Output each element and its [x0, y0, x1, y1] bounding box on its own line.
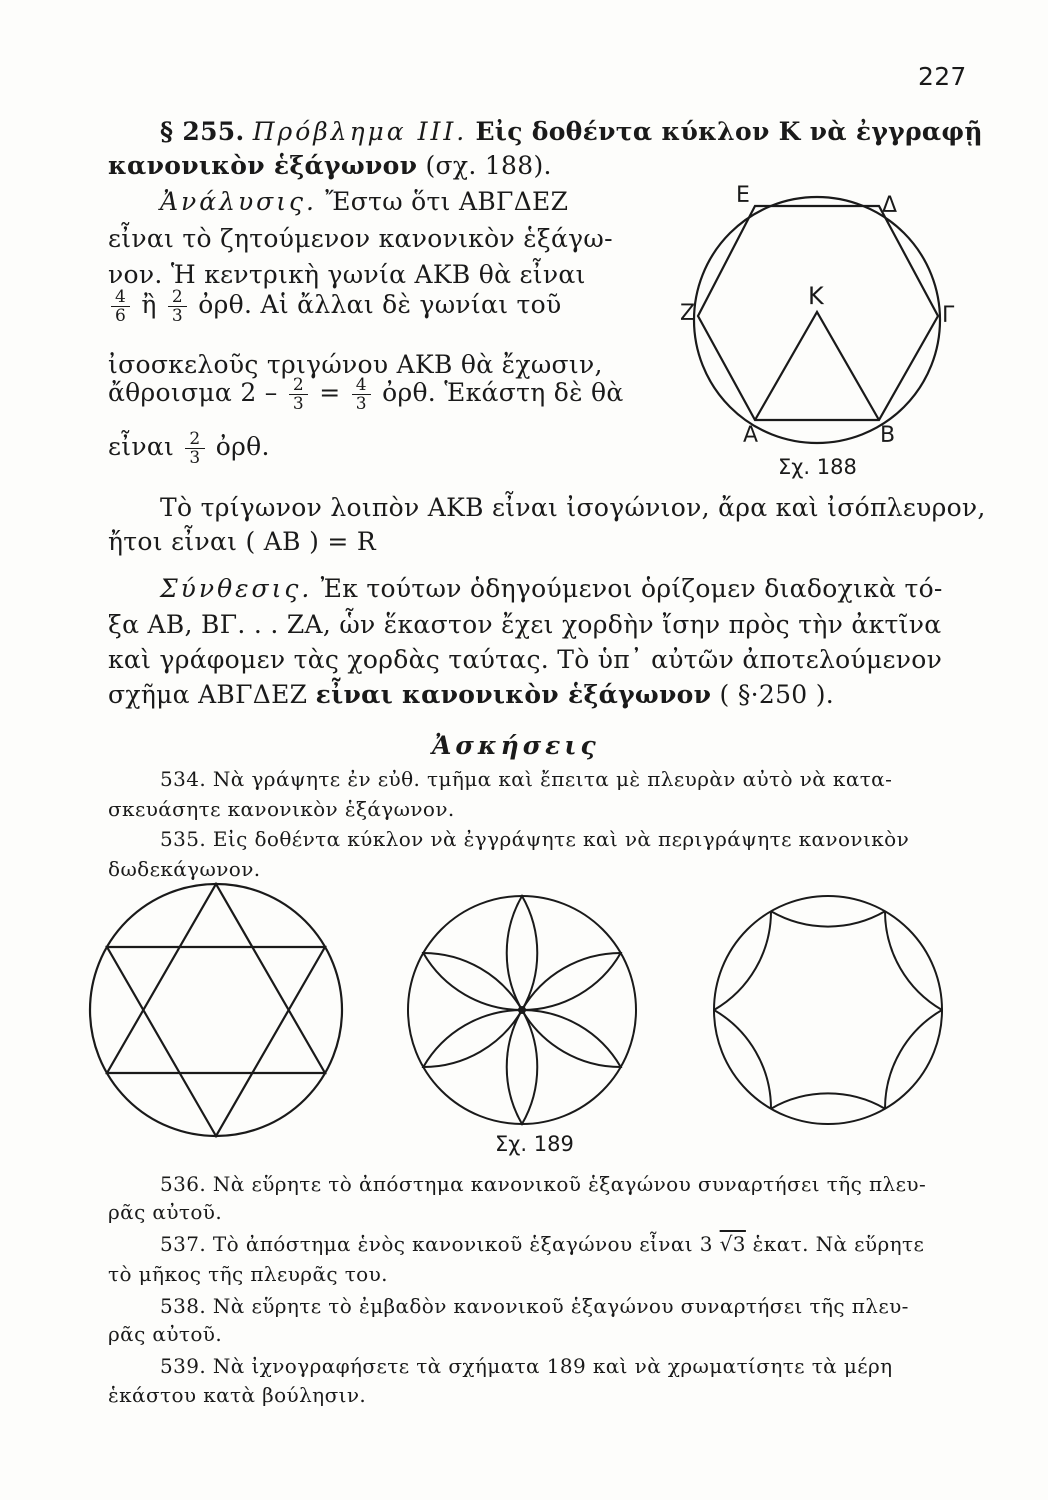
label-D: Δ	[882, 193, 898, 218]
fig189-circle-left	[90, 884, 342, 1136]
exercise-534-line1: 534. Νὰ γράψητε ἐν εὐθ. τμῆμα καὶ ἔπειτα μὲ πλευρὰν αὐτὸ νὰ κατα-	[160, 767, 893, 791]
label-A: Α	[743, 423, 759, 448]
exercises-heading: Ἀσκήσεις	[432, 731, 600, 760]
arc	[714, 911, 771, 1010]
arc	[885, 1010, 942, 1109]
analysis-label: Ἀνάλυσις.	[160, 187, 317, 216]
section-label: Πρόβλημα III.	[252, 117, 468, 146]
or-word: ἢ	[141, 290, 157, 319]
circle-k	[694, 197, 940, 443]
label-G: Γ	[942, 303, 955, 328]
exercise-539-line1: 539. Νὰ ἰχνογραφήσετε τὰ σχήματα 189 καὶ νὰ χρωματίσητε τὰ μέρη	[160, 1354, 893, 1378]
synthesis-line3: καὶ γράφομεν τὰς χορδὰς ταύτας. Τὸ ὑπ᾽ αὐτῶν ἀποτελούμενον	[108, 645, 943, 674]
hexagram-down-triangle	[107, 947, 325, 1136]
analysis-text: ὀρθ. Ἑκάστη δὲ θὰ	[382, 378, 624, 407]
analysis-line5: ἰσοσκελοῦς τριγώνου ΑΚΒ θὰ ἔχωσιν,	[108, 350, 603, 379]
synthesis-text: σχῆμα ΑΒΓΔΕΖ	[108, 680, 308, 709]
figure-189-caption: Σχ. 189	[495, 1132, 574, 1156]
figure-188	[680, 180, 970, 480]
synthesis-label: Σύνθεσις.	[160, 574, 313, 603]
synthesis-line1	[160, 574, 943, 603]
petal	[507, 896, 538, 1010]
petal	[507, 1010, 538, 1124]
arc-rosette-arcs	[714, 911, 942, 1108]
analysis-line4	[108, 288, 562, 325]
analysis-line2: εἶναι τὸ ζητούμενον κανονικὸν ἑξάγω-	[108, 224, 613, 253]
analysis-text: εἶναι	[108, 432, 175, 461]
exercise-534-line2: σκευάσητε κανονικὸν ἑξάγωνον.	[108, 797, 455, 821]
exercise-536-line1: 536. Νὰ εὕρητε τὸ ἀπόστημα κανονικοῦ ἑξαγώνου συναρτήσει τῆς πλευ-	[160, 1172, 927, 1196]
arc	[771, 911, 885, 926]
synthesis-text: Ἐκ τούτων ὁδηγούμενοι ὁρίζομεν διαδοχικὰ τό-	[320, 574, 943, 603]
equals-sign: =	[319, 378, 341, 407]
fig189-circle-right	[714, 896, 942, 1124]
synthesis-bold-text: εἶναι κανονικὸν ἑξάγωνον	[315, 680, 712, 709]
arc	[771, 1093, 885, 1108]
arc	[885, 911, 942, 1010]
synthesis-line2: ξα ΑΒ, ΒΓ. . . ΖΑ, ὧν ἕκαστον ἔχει χορδὴν ἴσην πρὸς τὴν ἀκτῖνα	[108, 610, 942, 639]
exercise-text: ἑκατ. Νὰ εὕρητε	[752, 1232, 925, 1256]
label-E: Ε	[736, 183, 750, 208]
exercise-537-line1	[160, 1232, 924, 1256]
label-Z: Ζ	[680, 301, 696, 326]
analysis-text: ὀρθ. Αἱ ἄλλαι δὲ γωνίαι τοῦ	[198, 290, 562, 319]
hexagram-up-triangle	[107, 884, 325, 1073]
fraction-2-3: $\frac{2}{3}$	[168, 288, 187, 325]
section-heading-line2	[108, 151, 552, 180]
exercise-text: 537. Τὸ ἀπόστημα ἑνὸς κανονικοῦ ἑξαγώνου εἶναι 3	[160, 1232, 713, 1256]
section-title-cont: κανονικὸν ἑξάγωνον	[108, 151, 418, 180]
figure-188-caption: Σχ. 188	[778, 455, 857, 479]
exercise-535-line1: 535. Εἰς δοθέντα κύκλον νὰ ἐγγράψητε καὶ νὰ περιγράψητε κανονικὸν	[160, 827, 910, 851]
analysis-line1	[160, 187, 568, 216]
analysis-text: Ἔστω ὅτι ΑΒΓΔΕΖ	[325, 187, 569, 216]
analysis-text: ὀρθ.	[215, 432, 270, 461]
fraction-4-6: $\frac{4}{6}$	[111, 288, 130, 325]
section-title: Εἰς δοθέντα κύκλον Κ νὰ ἐγγραφῇ	[475, 117, 983, 146]
fraction-4-3: $\frac{4}{3}$	[352, 376, 371, 413]
section-heading-line1	[160, 117, 983, 146]
analysis-line6	[108, 376, 624, 413]
synthesis-text: ( §·250 ).	[719, 680, 835, 709]
analysis-line3: νον. Ἡ κεντρικὴ γωνία ΑΚΒ θὰ εἶναι	[108, 260, 586, 289]
label-B: Β	[880, 423, 896, 448]
rosette-center-dot	[519, 1007, 525, 1013]
exercise-537-line2: τὸ μῆκος τῆς πλευρᾶς του.	[108, 1262, 388, 1286]
fraction-2-3: $\frac{2}{3}$	[185, 430, 204, 467]
exercise-539-line2: ἑκάστου κατὰ βούλησιν.	[108, 1383, 367, 1407]
page-number: 227	[918, 62, 967, 91]
analysis-line8: Τὸ τρίγωνον λοιπὸν ΑΚΒ εἶναι ἰσογώνιον, ἄρα καὶ ἰσόπλευρον,	[160, 493, 986, 522]
figure-189	[90, 880, 970, 1140]
arc	[714, 1010, 771, 1109]
analysis-line9: ἤτοι εἶναι ( ΑΒ ) = R	[108, 527, 376, 556]
exercise-538-line1: 538. Νὰ εὕρητε τὸ ἐμβαδὸν κανονικοῦ ἑξαγώνου συναρτήσει τῆς πλευ-	[160, 1294, 909, 1318]
section-figure-ref: (σχ. 188).	[425, 151, 552, 180]
synthesis-line4	[108, 680, 834, 709]
fraction-2-3: $\frac{2}{3}$	[289, 376, 308, 413]
fig189-rosette	[408, 896, 636, 1124]
exercise-536-line2: ρᾶς αὐτοῦ.	[108, 1200, 223, 1224]
fig189-arc-rosette	[714, 896, 942, 1124]
exercise-538-line2: ρᾶς αὐτοῦ.	[108, 1322, 223, 1346]
fig189-hexagram	[90, 884, 342, 1136]
label-K: Κ	[808, 282, 824, 310]
section-number: § 255.	[160, 117, 245, 146]
radical-expression: √3	[719, 1232, 746, 1256]
triangle-akb	[755, 312, 879, 420]
analysis-text: ἄθροισμα 2 –	[108, 378, 278, 407]
analysis-line7	[108, 430, 270, 467]
exercise-535-line2: δωδεκάγωνον.	[108, 857, 261, 881]
